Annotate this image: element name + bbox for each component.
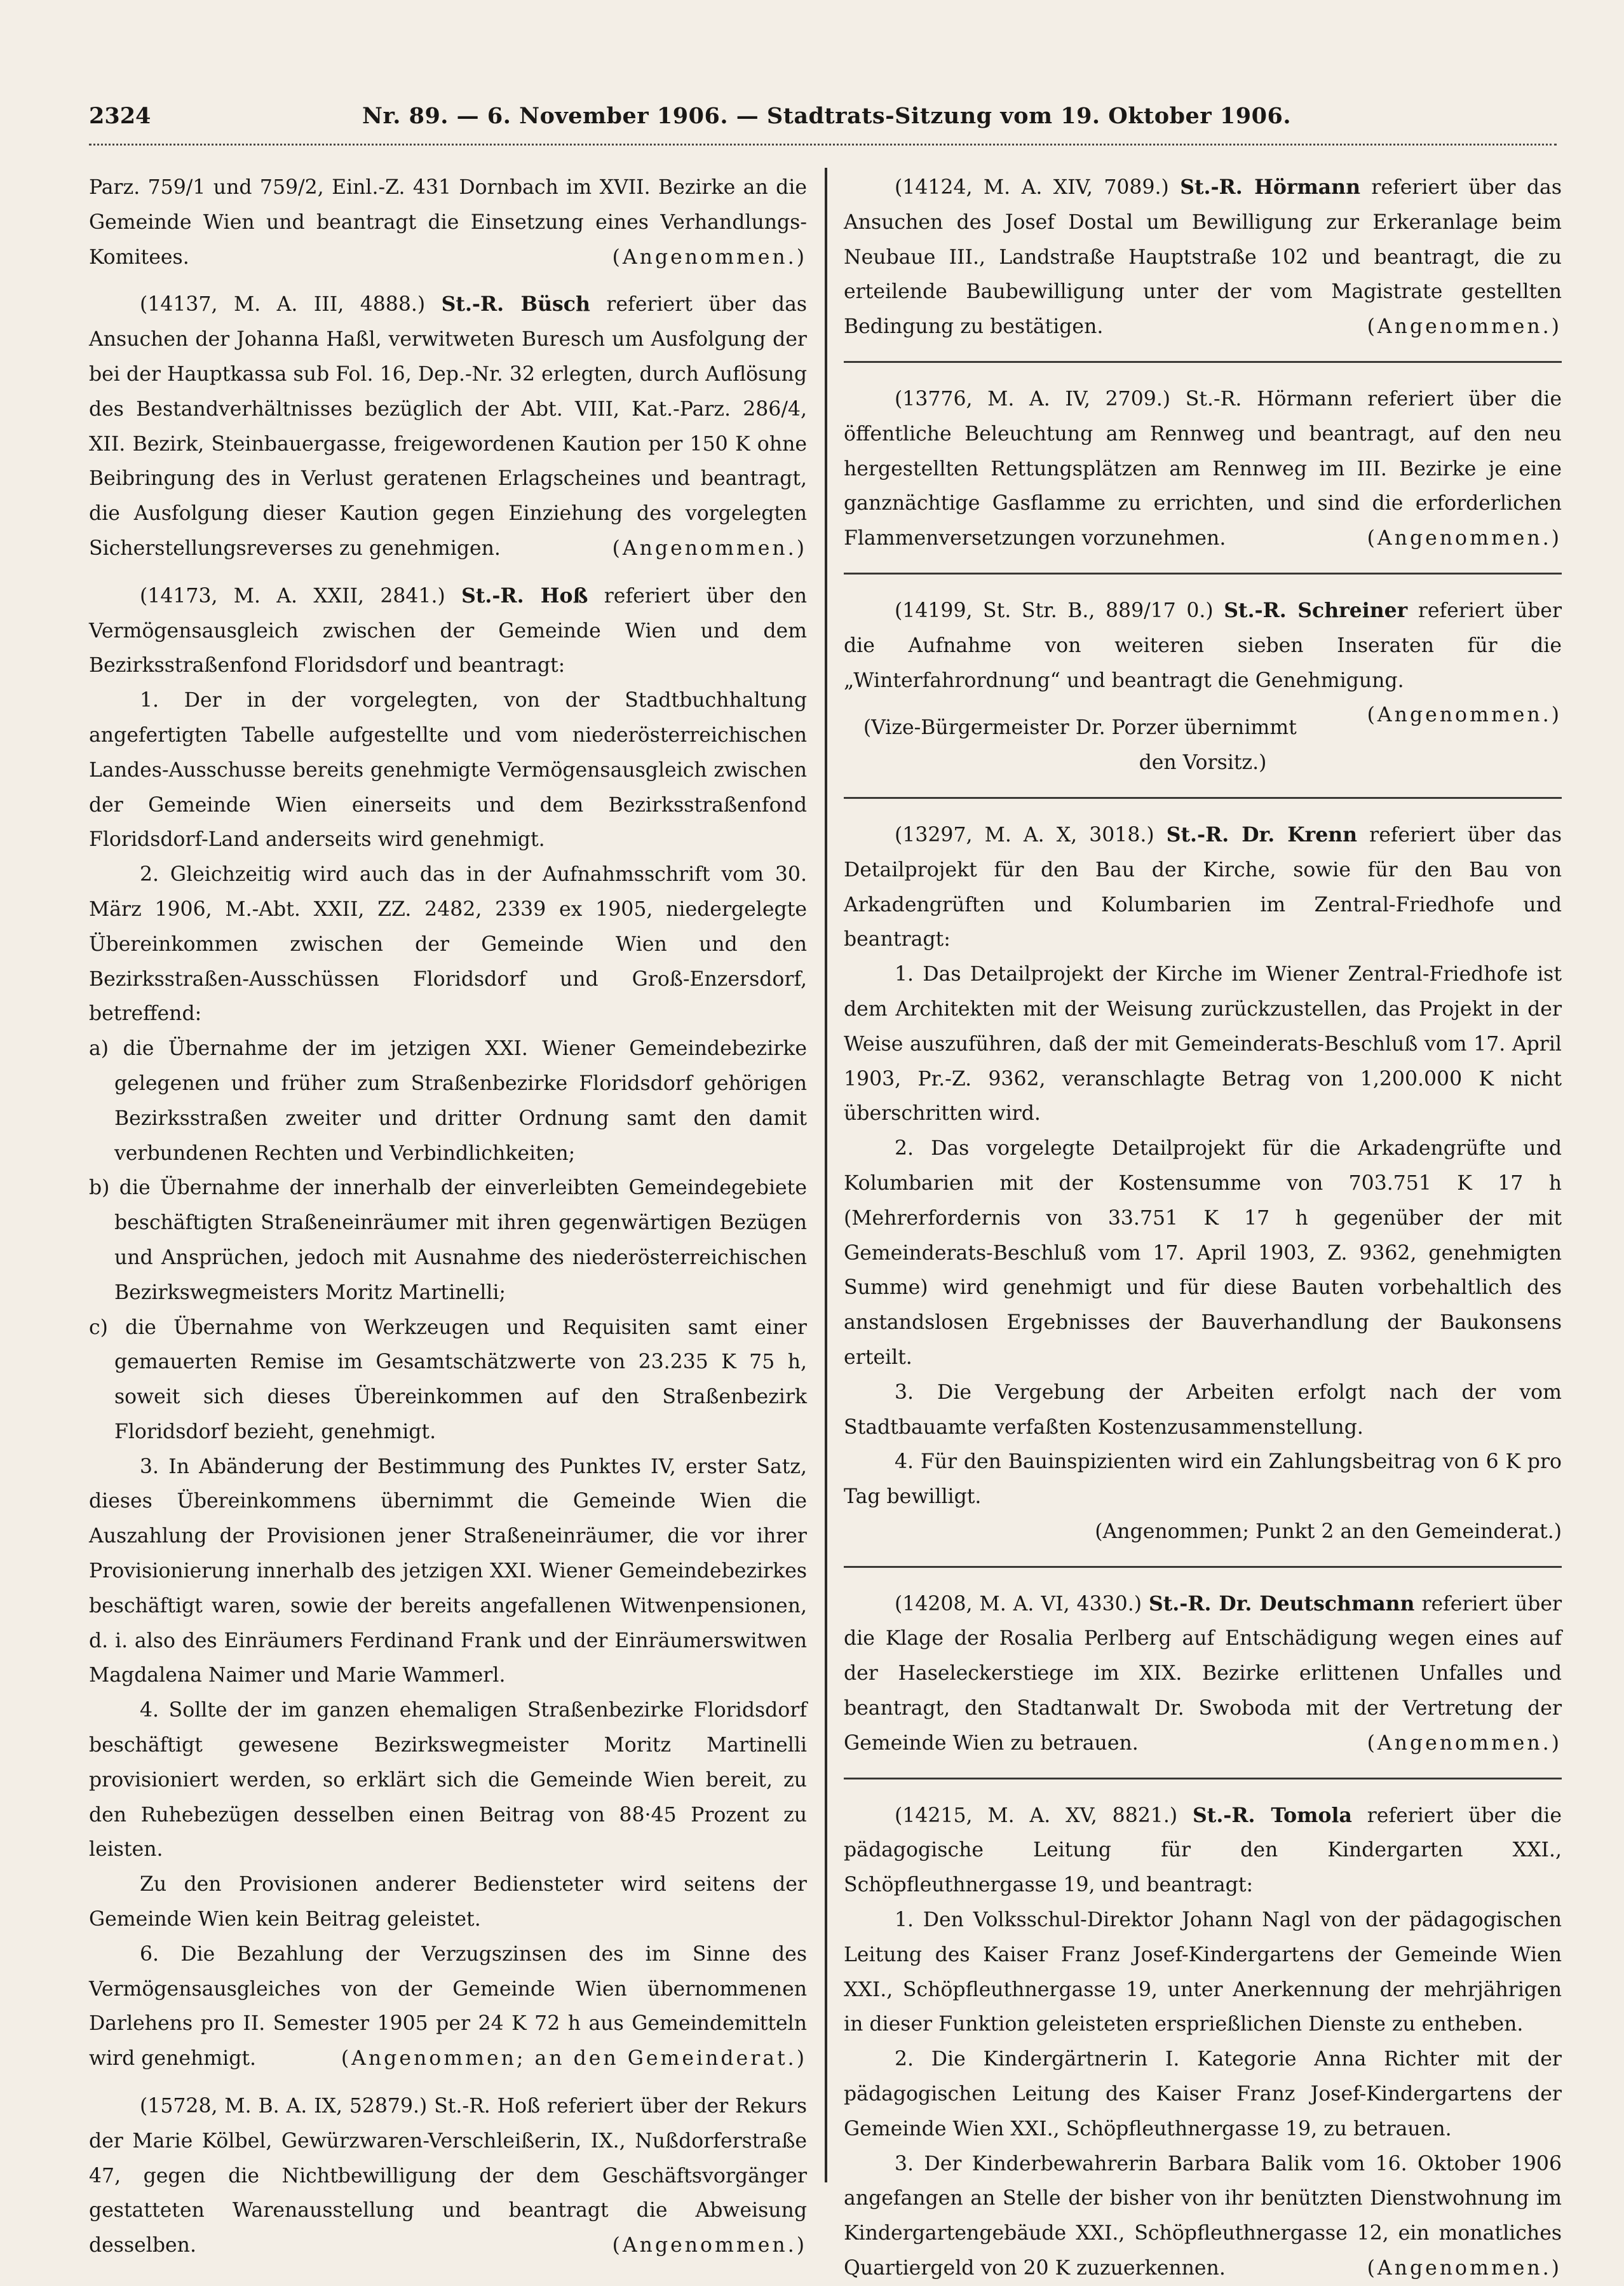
column-divider — [825, 168, 827, 2182]
paragraph: (15728, M. B. A. IX, 52879.) St.-R. Hoß referiert über der Rekurs der Marie Kölbel, Gewürzwaren-Verschleißerin, IX., Nußdorferstraße 47, gegen die Nichtbewilligung der dem Geschäftsvorgänger gestatteten Warenausstellung und beantragt die Abweisung desselben. (Angenommen.) — [89, 2095, 808, 2257]
section-divider — [844, 573, 1562, 575]
paragraph: 1. Der in der vorgelegten, von der Stadtbuchhaltung angefertigten Tabelle aufgestellte und vom niederösterreichischen Landes-Ausschusse bereits genehmigte Vermögensausgleich zwischen der Gemeinde Wien einerseits und dem Bezirksstraßenfond Floridsdorf-Land anderseits wird genehmigt. — [89, 689, 807, 852]
paragraph: 2. Gleichzeitig wird auch das in der Aufnahmsschrift vom 30. März 1906, M.-Abt. XXII, ZZ. 2482, 2339 ex 1905, niedergelegte Übereinkommen zwischen der Gemeinde Wien und den Bezirksstraßen-Ausschüssen Floridsdorf und Groß-Enzersdorf, betreffend: — [89, 863, 807, 1026]
section-divider — [844, 1566, 1562, 1568]
paragraph: 2. Die Kindergärtnerin I. Kategorie Anna Richter mit der pädagogischen Leitung des Kaiser Franz Josef-Kindergartens der Gemeinde Wien XXI., Schöpfleuthnergasse 19, zu betrauen. — [844, 2048, 1562, 2140]
paragraph: 1. Den Volksschul-Direktor Johann Nagl von der pädagogischen Leitung des Kaiser Franz Josef-Kindergartens der Gemeinde Wien XXI., Schöpfleuthnergasse 19, unter Anerkennung der mehrjährigen in dieser Funktion geleisteten ersprießlichen Dienste zu entheben. — [844, 1908, 1562, 2036]
paragraph: (14173, M. A. XXII, 2841.) St.-R. Hoß referiert über den Vermögensausgleich zwischen der Gemeinde Wien und dem Bezirksstraßenfond Floridsdorf und beantragt: — [89, 583, 808, 677]
paragraph: Zu den Provisionen anderer Bediensteter wird seitens der Gemeinde Wien kein Beitrag geleistet. — [89, 1873, 807, 1931]
resolution-note: (Angenommen; Punkt 2 an den Gemeinderat.) — [1095, 1520, 1562, 1543]
paragraph: 3. In Abänderung der Bestimmung des Punktes IV, erster Satz, dieses Übereinkommens übernimmt die Gemeinde Wien die Auszahlung der Provisionen jener Straßeneinräumer, die vor ihrer Provisionierung innerhalb des jetzigen XXI. Wiener Gemeindebezirkes beschäftigt waren, sowie der bereits angefallenen Witwenpensionen, d. i. also des Einräumers Ferdinand Frank und der Einräumerswitwen Magdalena Naimer und Marie Wammerl. — [89, 1455, 807, 1687]
list-item: b) die Übernahme der innerhalb der einverleibten Gemeindegebiete beschäftigten Straßeneinräumer mit ihren gegenwärtigen Bezügen und Ansprüchen, jedoch mit Ausnahme des niederösterreichischen Bezirkswegmeisters Moritz Martinelli; — [89, 1176, 807, 1304]
left-column — [89, 170, 807, 2263]
paragraph: 3. Der Kinderbewahrerin Barbara Balik vom 16. Oktober 1906 angefangen an Stelle der bisher von ihr benützten Dienstwohnung im Kindergartengebäude XXI., Schöpfleuthnergasse 12, ein monatliches Quartiergeld von 20 K zuzuerkennen. (Angenommen.) — [844, 2152, 1562, 2280]
paragraph: (14199, St. Str. B., 889/17 0.) St.-R. Schreiner referiert über die Aufnahme von weiteren sieben Inseraten für die „Winterfahrordnung“ und beantragt die Genehmigung. (Angenommen.) — [844, 598, 1562, 727]
paragraph: (13776, M. A. IV, 2709.) St.-R. Hörmann referiert über die öffentliche Beleuchtung am Rennweg und beantragt, auf den neu hergestellten Rettungsplätzen am Rennweg im III. Bezirke je eine ganznächtige Gasflamme zu errichten, und sind die erforderlichen Flammenversetzungen vorzunehmen. (Angenommen.) — [844, 387, 1562, 550]
paragraph: 3. Die Vergebung der Arbeiten erfolgt nach der vom Stadtbauamte verfaßten Kostenzusammenstellung. — [844, 1380, 1562, 1439]
paragraph: 4. Sollte der im ganzen ehemaligen Straßenbezirke Floridsdorf beschäftigt gewesene Bezirkswegmeister Moritz Martinelli provisioniert werden, so erklärt sich die Gemeinde Wien bereit, zu den Ruhebezügen desselben einen Beitrag von 88·45 Prozent zu leisten. — [89, 1699, 807, 1861]
page-number: 2324 — [89, 103, 151, 129]
paragraph: (13297, M. A. X, 3018.) St.-R. Dr. Krenn referiert über das Detailprojekt für den Bau der Kirche, sowie für den Bau von Arkadengrüften und Kolumbarien im Zentral-Friedhofe und beantragt: — [844, 822, 1562, 951]
section-divider — [844, 361, 1562, 363]
list-item: a) die Übernahme der im jetzigen XXI. Wiener Gemeindebezirke gelegenen und früher zum Straßenbezirke Floridsdorf gehörigen Bezirksstraßen zweiter und dritter Ordnung samt den damit verbundenen Rechten und Verbindlichkeiten; — [89, 1037, 807, 1165]
list-item: c) die Übernahme von Werkzeugen und Requisiten samt einer gemauerten Remise im Gesamtschätzwerte von 23.235 K 75 h, soweit sich dieses Übereinkommen auf den Straßenbezirk Floridsdorf bezieht, genehmigt. — [89, 1316, 807, 1443]
paragraph: (14208, M. A. VI, 4330.) St.-R. Dr. Deutschmann referiert über die Klage der Rosalia Perlberg auf Entschädigung wegen eines auf der Haseleckerstiege im XIX. Bezirke erlittenen Unfalles und beantragt, den Stadtanwalt Dr. Swoboda mit der Vertretung der Gemeinde Wien zu betrauen. (Angenommen.) — [844, 1591, 1562, 1755]
section-divider — [844, 797, 1562, 799]
paragraph: 1. Das Detailprojekt der Kirche im Wiener Zentral-Friedhofe ist dem Architekten mit der Weisung zurückzustellen, das Projekt in der Weise auszuführen, daß der mit Gemeinderats-Beschluß vom 17. April 1903, Pr.-Z. 9362, veranschlagte Betrag von 1,200.000 K nicht überschritten wird. — [844, 963, 1562, 1126]
paragraph: 2. Das vorgelegte Detailprojekt für die Arkadengrüfte und Kolumbarien mit der Kostensumme von 703.751 K 17 h (Mehrerfordernis von 33.751 K 17 h gegenüber der mit Gemeinderats-Beschluß vom 17. April 1903, Z. 9362, genehmigten Summe) wird genehmigt und für diese Bauten vorbehaltlich des anstandslosen Ergebnisses der Bauverhandlung der Baukonsens erteilt. — [844, 1137, 1562, 1369]
paragraph: 6. Die Bezahlung der Verzugszinsen des im Sinne des Vermögensausgleiches von der Gemeinde Wien übernommenen Darlehens pro II. Semester 1905 per 24 K 72 h aus Gemeindemitteln wird genehmigt. (Angenommen; an den Gemeinderat.) — [89, 1942, 807, 2071]
paragraph: Parz. 759/1 und 759/2, Einl.-Z. 431 Dornbach im XVII. Bezirke an die Gemeinde Wien und beantragt die Einsetzung eines Verhandlungs-Komitees. (Angenommen.) — [89, 176, 807, 269]
paragraph: 4. Für den Bauinspizienten wird ein Zahlungsbeitrag von 6 K pro Tag bewilligt. — [844, 1450, 1562, 1509]
paragraph: (14124, M. A. XIV, 7089.) St.-R. Hörmann referiert über das Ansuchen des Josef Dostal um Bewilligung zur Erkeranlage beim Neubaue III., Landstraße Hauptstraße 102 und beantragt, die zu erteilende Baubewilligung unter der vom Magistrate gestellten Bedingung zu bestätigen. (Angenommen.) — [844, 175, 1562, 339]
chair-note: (Vize-Bürgermeister Dr. Porzer übernimmt den Vorsitz.) — [863, 716, 1297, 775]
issue-header: Nr. 89. — 6. November 1906. — Stadtrats-Sitzung vom 19. Oktober 1906. — [362, 103, 1292, 129]
paragraph: (14215, M. A. XV, 8821.) St.-R. Tomola referiert über die pädagogische Leitung für den Kindergarten XXI., Schöpfleuthnergasse 19, und beantragt: — [844, 1803, 1562, 1897]
header-divider — [89, 144, 1557, 146]
paragraph: (14137, M. A. III, 4888.) St.-R. Büsch referiert über das Ansuchen der Johanna Haßl, verwitweten Buresch um Ausfolgung der bei der Hauptkassa sub Fol. 16, Dep.-Nr. 32 erlegten, durch Auflösung des Bestandverhältnisses bezüglich der Abt. VIII, Kat.-Parz. 286/4, XII. Bezirk, Steinbauergasse, freigewordenen Kaution per 150 K ohne Beibringung des in Verlust geratenen Erlagscheines und beantragt, die Ausfolgung dieser Kaution gegen Einziehung des vorgelegten Sicherstellungsreverses zu genehmigen. (Angenommen.) — [89, 292, 808, 560]
right-column — [844, 170, 1562, 2286]
section-divider — [844, 1778, 1562, 1779]
